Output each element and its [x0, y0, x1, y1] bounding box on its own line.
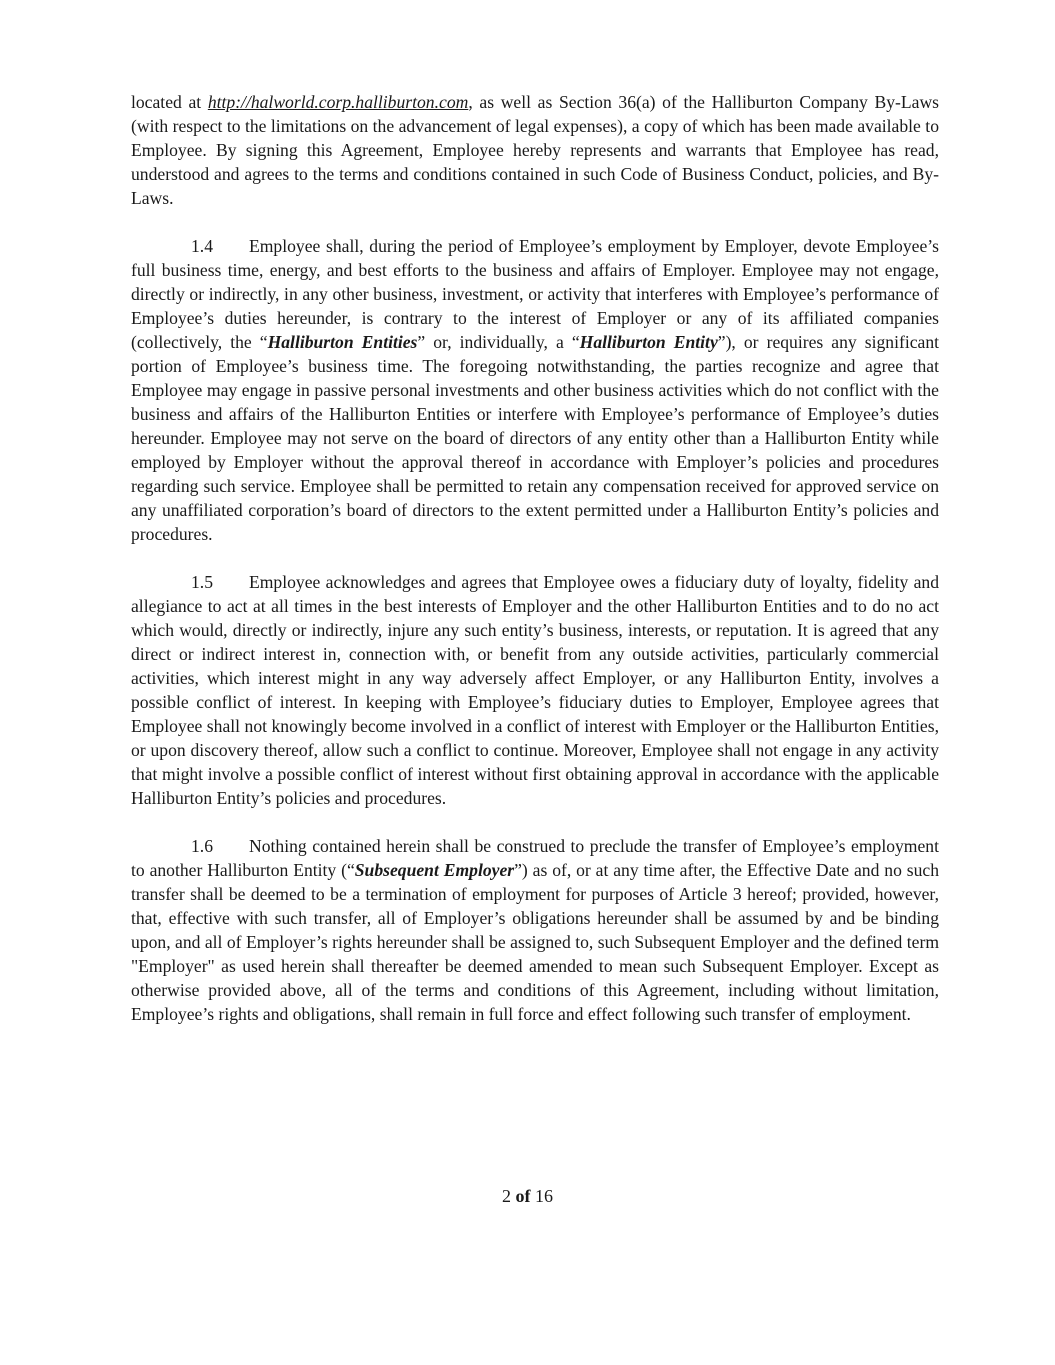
paragraph-text: ”) as of, or at any time after, the Effective Date and no such transfer shall be deemed to be a termination of employment for purposes of Article 3 hereof; provided, however, that, effective with such transfer, all of Employer’s obligations hereunder shall be assumed by and be binding upon, and all of Employer’s rights hereunder shall be assigned to, such Subsequent Employer and the defined term "Employer" as used herein shall thereafter be deemed amended to mean such Subsequent Employer. Except as otherwise provided above, all of the terms and conditions of this Agreement, including without limitation, Employee’s rights and obligations, shall remain in full force and effect following such transfer of employment. [131, 860, 939, 1024]
paragraph-text: , as well as Section 36(a) of the Halliburton Company By-Laws (with respect to the limitations on the advancement of legal expenses), a copy of which has been made available to Employee. By signing this Agreement, Employee hereby represents and warrants that Employee has read, understood and agrees to the terms and conditions contained in such Code of Business Conduct, policies, and By-Laws. [131, 92, 940, 208]
intranet-link[interactable]: http://halworld.corp.halliburton.com [207, 92, 469, 112]
defined-term: Halliburton Entity [579, 332, 718, 352]
paragraph-1-6 [131, 834, 939, 1026]
paragraph-text: ” or, individually, a “ [417, 332, 580, 352]
page-current: 2 [502, 1186, 511, 1206]
document-page [131, 90, 939, 1050]
defined-term: Halliburton Entities [267, 332, 418, 352]
defined-term: Subsequent Employer [354, 860, 515, 880]
paragraph-1-4 [131, 234, 939, 546]
paragraph-text: located at [131, 92, 208, 112]
paragraph-text: Nothing contained herein shall be construed to preclude the transfer of Employee’s employment to another Halliburton Entity (“ [131, 836, 939, 880]
page-number [0, 1186, 1055, 1207]
paragraph-1-5 [131, 570, 939, 810]
page-of: of [515, 1186, 531, 1206]
section-number: 1.4 [191, 236, 213, 256]
paragraph-continuation [131, 90, 939, 210]
page-total: 16 [535, 1186, 553, 1206]
section-number: 1.6 [191, 836, 213, 856]
section-number: 1.5 [191, 572, 213, 592]
paragraph-text: Employee shall, during the period of Employee’s employment by Employer, devote Employee’s full business time, energy, and best efforts to the business and affairs of Employer. Employee may not engage, directly or indirectly, in any other business, investment, or activity that interferes with Employee’s performance of Employee’s duties hereunder, is contrary to the interest of Employer or any of its affiliated companies (collectively, the “ [131, 236, 939, 352]
paragraph-text: Employee acknowledges and agrees that Employee owes a fiduciary duty of loyalty, fidelity and allegiance to act at all times in the best interests of Employer and the other Halliburton Entities and to do no act which would, directly or indirectly, injure any such entity’s business, interests, or reputation. It is agreed that any direct or indirect interest in, connection with, or benefit from any outside activities, particularly commercial activities, which interest might in any way adversely affect Employer, or any Halliburton Entity, involves a possible conflict of interest. In keeping with Employee’s fiduciary duties to Employer, Employee agrees that Employee shall not knowingly become involved in a conflict of interest with Employer or the Halliburton Entities, or upon discovery thereof, allow such a conflict to continue. Moreover, Employee shall not engage in any activity that might involve a possible conflict of interest without first obtaining approval in accordance with the applicable Halliburton Entity’s policies and procedures. [131, 572, 939, 808]
paragraph-text: ”), or requires any significant portion of Employee’s business time. The foregoing notwithstanding, the parties recognize and agree that Employee may engage in passive personal investments and other business activities which do not conflict with the business and affairs of the Halliburton Entities or interfere with Employee’s performance of Employee’s duties hereunder. Employee may not serve on the board of directors of any entity other than a Halliburton Entity while employed by Employer without the approval thereof in accordance with Employer’s policies and procedures regarding such service. Employee shall be permitted to retain any compensation received for approved service on any unaffiliated corporation’s board of directors to the extent permitted under a Halliburton Entity’s policies and procedures. [131, 332, 940, 544]
